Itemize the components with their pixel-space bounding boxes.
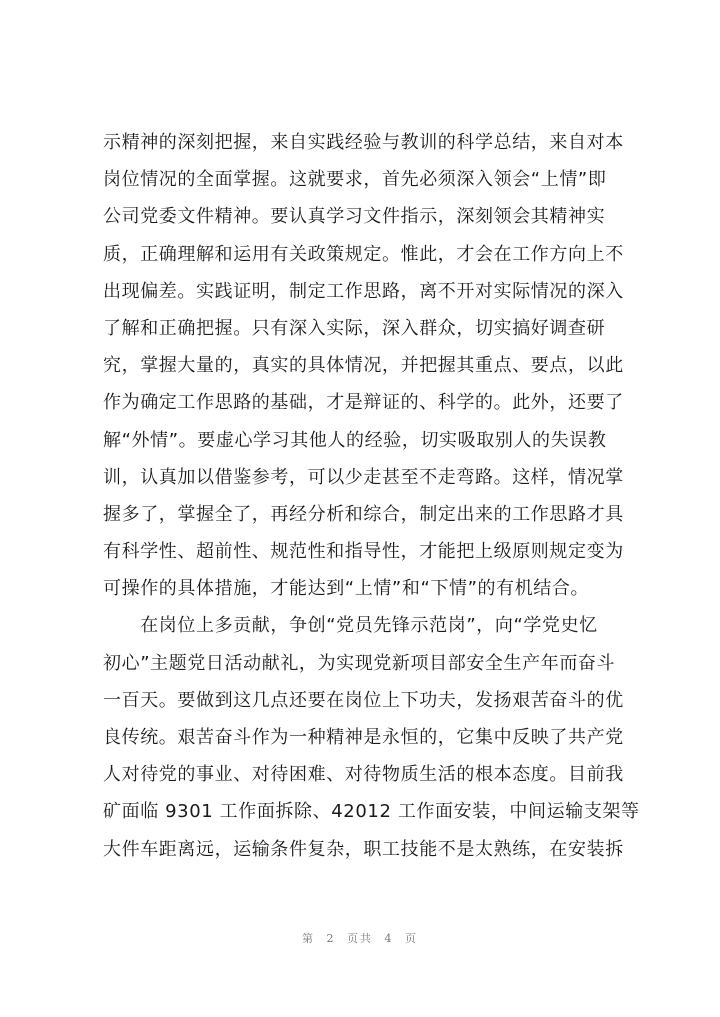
text-line: 质，正确理解和运用有关政策规定。惟此，才会在工作方向上不 [103,243,624,265]
footer-current-page: 2 [326,932,336,945]
text-line: 可操作的具体措施，才能达到“上情”和“下情”的有机结合。 [103,578,590,600]
footer-suffix: 页 [405,932,418,945]
text-line: 出现偏差。实践证明，制定工作思路，离不开对实际情况的深入 [103,280,624,302]
footer-total-pages: 4 [384,932,394,945]
text-line: 示精神的深刻把握，来自实践经验与教训的科学总结，来自对本 [103,132,624,153]
text-line: 握多了，掌握全了，再经分析和综合，制定出来的工作思路才具 [103,503,624,525]
text-line: 初心”主题党日活动献礼，为实现党新项目部安全生产年而奋斗 [103,652,616,674]
text-line: 有科学性、超前性、规范性和指导性，才能把上级原则规定变为 [103,541,624,563]
text-line: 训，认真加以借鉴参考，可以少走甚至不走弯路。这样，情况掌 [103,466,624,488]
text-line: 岗位情况的全面掌握。这就要求，首先必须深入领会“上情”即 [103,169,607,191]
text-line: 作为确定工作思路的基础，才是辩证的、科学的。此外，还要了 [103,392,624,414]
text-line: 一百天。要做到这几点还要在岗位上下功夫，发扬艰苦奋斗的优 [103,689,624,711]
text-line: 究，掌握大量的，真实的具体情况，并把握其重点、要点，以此 [103,355,624,377]
text-line: 矿面临 9301 工作面拆除、42012 工作面安装，中间运输支架等 [103,801,640,823]
text-line: 人对待党的事业、对待困难、对待物质生活的根本态度。目前我 [103,764,624,786]
text-line: 解“外情”。要虚心学习其他人的经验，切实吸取别人的失误教 [103,429,607,451]
text-line: 大件车距离远，运输条件复杂，职工技能不是太熟练，在安装拆 [103,838,624,860]
page-footer [0,930,720,946]
text-line: 了解和正确把握。只有深入实际，深入群众，切实搞好调查研 [103,317,606,339]
text-line: 良传统。艰苦奋斗作为一种精神是永恒的，它集中反映了共产党 [103,727,624,748]
footer-prefix: 第 [302,932,315,945]
footer-middle: 页共 [347,932,373,945]
text-line: 公司党委文件精神。要认真学习文件指示，深刻领会其精神实 [103,206,606,228]
body-text [103,124,640,868]
paragraph-start-line: 在岗位上多贡献，争创“党员先锋示范岗”，向“学党史忆 [103,615,598,637]
